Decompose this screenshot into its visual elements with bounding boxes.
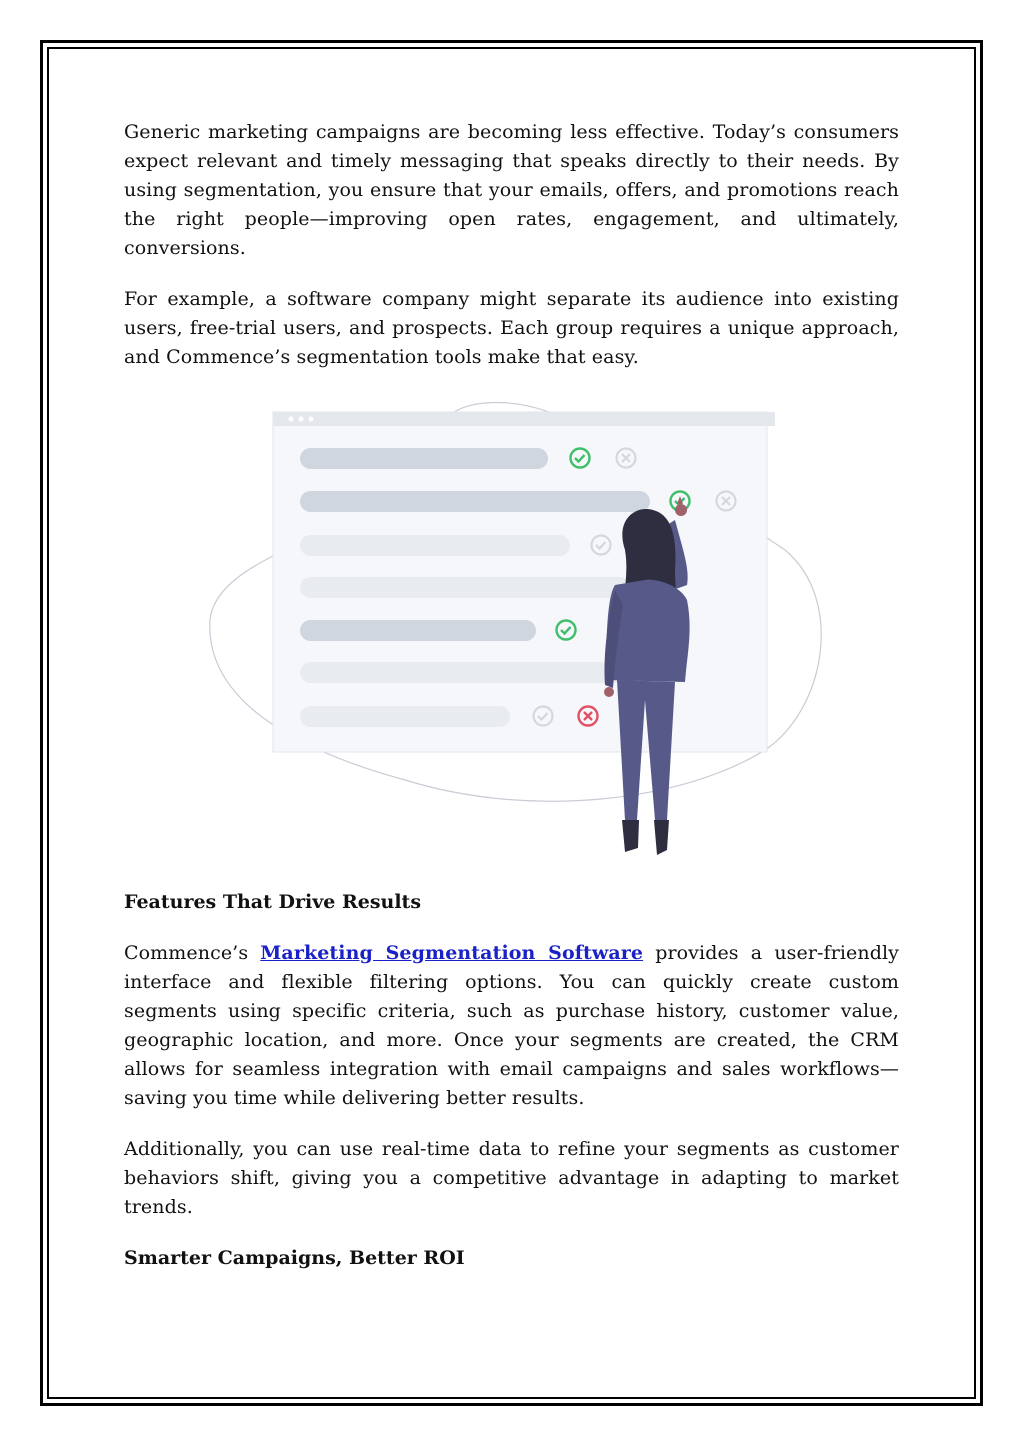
segmentation-illustration bbox=[205, 400, 825, 870]
list-row-bar bbox=[300, 706, 510, 727]
list-row-bar bbox=[300, 535, 570, 556]
list-row-bar bbox=[300, 448, 548, 469]
list-row-bar bbox=[300, 662, 630, 683]
paragraph-features bbox=[124, 939, 899, 1113]
paragraph-example: For example, a software company might separate its audience into existing users, free-trial users, and prospects. Each group requires a unique approach, and Commence’s segmentation tools make that easy. bbox=[124, 288, 899, 368]
features-section bbox=[124, 888, 899, 1295]
list-row-bar bbox=[300, 577, 630, 598]
link-marketing-segmentation-software[interactable]: Marketing Segmentation Software bbox=[260, 942, 644, 964]
text-span: Commence’s bbox=[124, 942, 261, 964]
heading-roi: Smarter Campaigns, Better ROI bbox=[124, 1247, 465, 1269]
text-span: provides a user-friendly interface and flexible filtering options. You can quickly create custom segments using specific criteria, such as purchase history, customer value, geographic location, and more. Once your segments are created, the CRM allows for seamless integration with email campaigns and sales workflows—saving you time while delivering better results. bbox=[124, 942, 900, 1109]
heading-features: Features That Drive Results bbox=[124, 891, 422, 913]
list-row-bar bbox=[300, 491, 650, 512]
list-row-bar bbox=[300, 620, 536, 641]
window-dot-icon bbox=[299, 417, 304, 422]
window-dot-icon bbox=[309, 417, 314, 422]
paragraph-realtime: Additionally, you can use real-time data to refine your segments as customer behaviors shift, giving you a competitive advantage in adapting to market trends. bbox=[124, 1138, 899, 1218]
paragraph-intro: Generic marketing campaigns are becoming less effective. Today’s consumers expect relevant and timely messaging that speaks directly to their needs. By using segmentation, you ensure that your emails, offers, and promotions reach the right people—improving open rates, engagement, and ultimately, conversions. bbox=[124, 121, 899, 259]
intro-content bbox=[124, 118, 899, 394]
window-titlebar bbox=[273, 412, 775, 426]
window-dot-icon bbox=[289, 417, 294, 422]
